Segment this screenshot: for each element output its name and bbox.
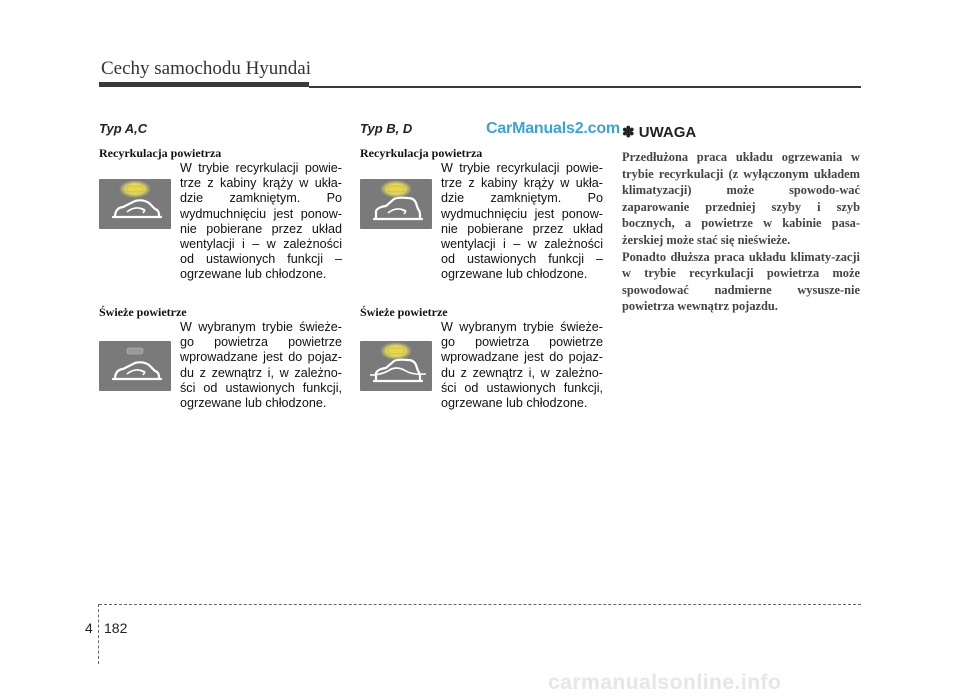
section-text-fresh-air: W wybranym trybie świeże-go powietrza powietrze wprowadzane jest do pojaz-du z zewnątrz i, w zależno-ści od ustawionych funkcji, ogrzewane lub chłodzone. [180, 320, 342, 411]
feature-fresh-air [360, 320, 605, 452]
header-rule-thin [309, 86, 861, 88]
section-heading-fresh-air: Świeże powietrze [360, 305, 448, 319]
caution-heading [622, 123, 862, 141]
recirculation-led-off-icon [99, 341, 171, 391]
page-header-title: Cechy samochodu Hyundai [101, 58, 312, 79]
page-number: 182 [104, 620, 128, 636]
feature-fresh-air [99, 320, 342, 452]
footer-rule [99, 604, 861, 605]
carmanuals-watermark: CarManuals2.com [486, 120, 620, 137]
caution-title: UWAGA [638, 124, 697, 141]
caution-box [622, 121, 862, 315]
recirculation-led-on-icon [99, 179, 171, 229]
feature-recirculation [360, 161, 605, 293]
section-heading-fresh-air: Świeże powietrze [99, 305, 187, 319]
column-type-b-d [360, 121, 605, 452]
type-label: Typ A,C [99, 121, 148, 136]
section-text-recirculation: W trybie recyrkulacji powie-trze z kabiny krąży w ukła-dzie zamkniętym. Po wydmuchnięciu jest ponow-nie pobierane przez układ wentylacji i – w zależności od ustawionych funkcji – ogrzewane lub chłodzone. [180, 161, 342, 282]
caution-body [622, 149, 860, 315]
recirculation-led-on-icon [360, 179, 432, 229]
section-text-recirculation: W trybie recyrkulacji powie-trze z kabiny krąży w ukła-dzie zamkniętym. Po wydmuchnięciu jest ponow-nie pobierane przez układ wentylacji i – w zależności od ustawionych funkcji – ogrzewane lub chłodzone. [441, 161, 603, 282]
fresh-air-led-on-icon [360, 341, 432, 391]
header-rule [99, 82, 309, 87]
section-text-fresh-air: W wybranym trybie świeże-go powietrza powietrze wprowadzane jest do pojaz-du z zewnątrz i, w zależno-ści od ustawionych funkcji, ogrzewane lub chłodzone. [441, 320, 603, 411]
caution-paragraph: Przedłużona praca układu ogrzewania w trybie recyrkulacji (z wyłączonym układem klimatyzacji) może spowodo-wać zaparowanie przedniej szyby i szyb bocznych, a powietrze w kabinie pasa-żerskiej może stać się nieświeże. [622, 150, 860, 247]
feature-recirculation [99, 161, 342, 293]
site-watermark: carmanualsonline.info [548, 671, 782, 694]
chapter-number: 4 [85, 620, 93, 636]
section-heading-recirculation: Recyrkulacja powietrza [360, 146, 483, 160]
section-heading-recirculation: Recyrkulacja powietrza [99, 146, 222, 160]
footer-divider [98, 604, 99, 664]
type-label: Typ B, D [360, 121, 413, 136]
caution-paragraph: Ponadto dłuższa praca układu klimaty-zacji w trybie recyrkulacji powietrza może spowodować nadmierne wysusze-nie powietrza wewnątrz pojazdu. [622, 249, 860, 314]
column-type-a-c [99, 121, 342, 452]
caution-symbol-icon: ✽ [622, 124, 635, 141]
